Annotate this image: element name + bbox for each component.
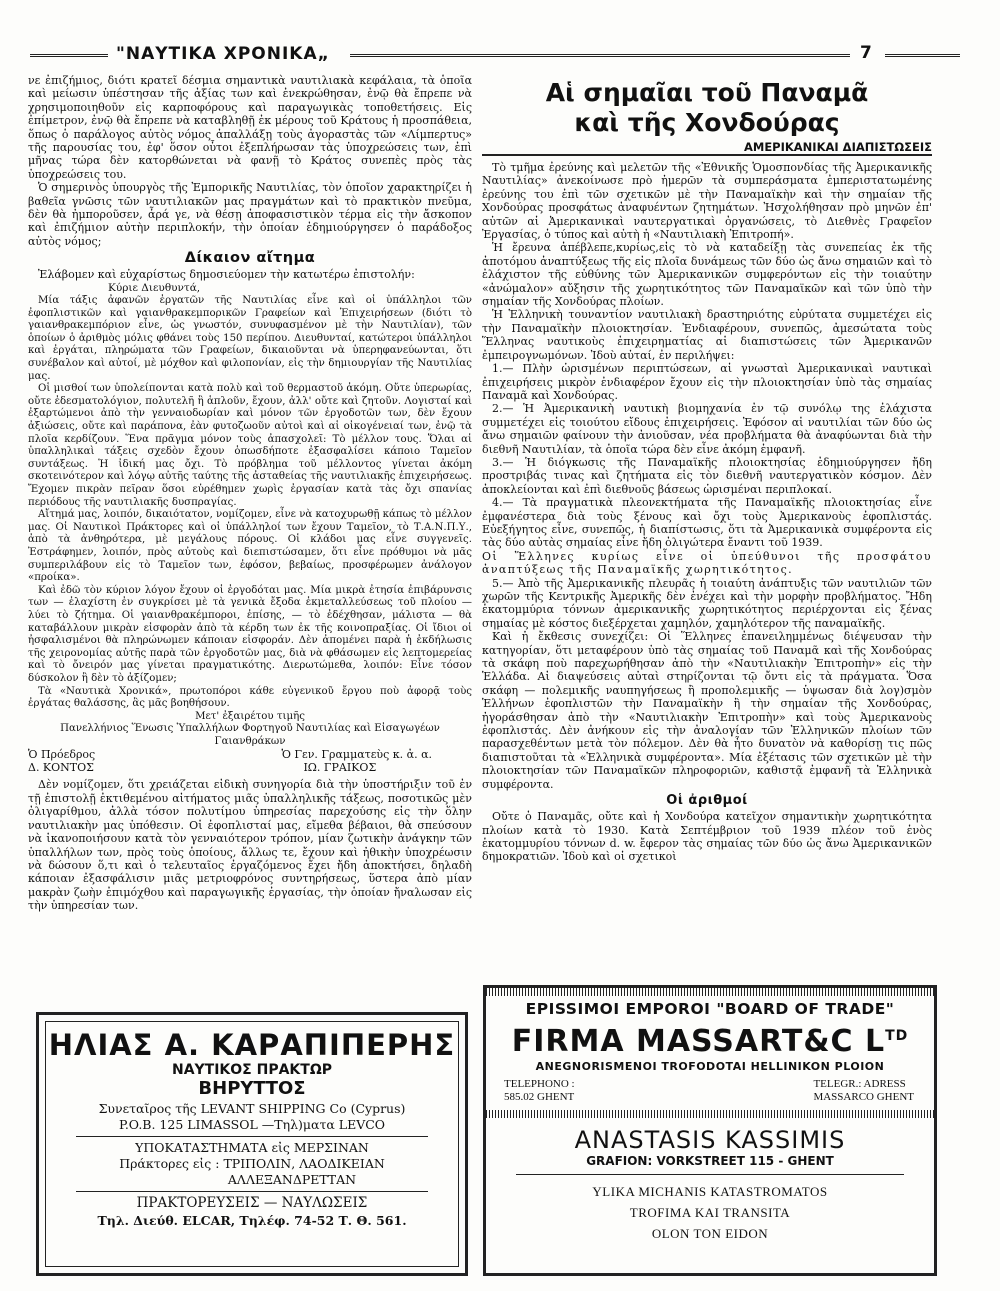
section-heading: Οἱ ἀριθμοί [666,793,748,809]
header-rule [30,54,108,57]
paragraph: 2.— Ἡ Ἀμερικανικὴ ναυτικὴ βιομηχανία ἐν τῷ συνόλῳ της ἐλάχιστα συμμετέχει εἰς τοιούτου εἴδους ἐπιχειρήσεις. Ἐφόσον αἱ ναυτιλίαι τῶν δύο ὡς ἄνω σημαιῶν φαίνουν τὴν ἀνιοῦσαν, νέα προβλήματα θὰ ἀναφύωνται διὰ τὴν διεθνῆ Ναυτιλίαν, τὰ ὁποῖα τώρα δὲν εἶνε ἀκόμη ἐμφανῆ. [482,402,932,456]
ad-city: ΒΗΡΥΤΤΟΣ [198,1078,306,1099]
paragraph: Ἐλάβομεν καὶ εὐχαρίστως δημοσιεύομεν τὴν κατωτέρω ἐπιστολήν: [38,268,415,282]
ad-services: ΠΡΑΚΤΟΡΕΥΣΕΙΣ — ΝΑΥΛΩΣΕΙΣ [136,1195,368,1211]
signature-right [281,748,432,774]
paragraph: νε ἐπιζήμιος, διότι κρατεῖ δέσμια σημαντικὰ ναυτιλιακὰ κεφάλαια, τὰ ὁποῖα καὶ μείωσιν ὑπέστησαν τῆς ἀξίας των καὶ ἐνεκρώθησαν, ἐνῷ θὰ ἔπρεπε νὰ χρησιμοποιηθοῦν εἰς καρποφόρους καὶ παραγωγικὰς τοποθετήσεις. Εἰς ἐπίμετρον, ἐνῷ θὰ ἔπρεπε νὰ καταβληθῇ ἐκ μέρους τοῦ Κράτους ἡ προσπάθεια, ὅπως ὁ παράλογος αὐτὸς νόμος ἀπαλλάξῃ τοὺς ἀγοραστὰς τῶν «Λίμπερτυς» τῆς παρουσίας του, ἐφ' ὅσον οὗτοι ἐξεπλήρωσαν τὰς ὑποχρεώσεις των, ἐπὶ μῆνας τώρα δὲν κατορθώνεται νὰ φανῇ τὸ Κράτος συνεπὲς πρὸς τὰς ὑποχρεώσεις του. [28,74,472,181]
intro-article [28,74,472,248]
paragraph: 5.— Ἀπὸ τῆς Ἀμερικανικῆς πλευρᾶς ἡ τοιαύτη ἀνάπτυξις τῶν ναυτιλιῶν τῶν χωρῶν τῆς Κεντρικῆς Ἀμερικῆς δὲν ἐνέχει καὶ τὴν μορφὴν προβλήματος. Ἤδη ἑκατομμύρια τόννων ἀμερικανικῆς χωρητικότητος περιέρχονται εἰς ξένας σημαίας μὲ κόστος διεξέρχεται χαμηλόν, χαμηλότερον τῆς παναμαϊκῆς. [482,576,932,630]
article-body [482,161,932,791]
ad-frame [45,1021,459,1267]
advertisement-massart [483,985,937,1276]
paragraph: Μία τάξις ἀφανῶν ἐργατῶν τῆς Ναυτιλίας εἶνε καὶ οἱ ὑπάλληλοι τῶν ἐφοπλιστικῶν καὶ γαιανθρακεμπορικῶν Γραφείων καὶ Ἐπιχειρήσεων (διότι τὸ γαιανθρακεμπόριον εἶνε, ὡς γνωστόν, συνυφασμένον μὲ τὴν Ναυτιλίαν), τῶν ὁποίων ὁ ἀριθμὸς μόλις φθάνει τοὺς 150 περίπου. Διευθυνταί, κατώτεροι ὑπάλληλοι καὶ ἐργάται, πληρώματα τῶν Γραφείων, δικαιοῦνται νὰ ὑπερηφανεύωνται, ὅτι συνέβαλον καὶ αὐτοί, μὲ μόχθον καὶ φιλοπονίαν, εἰς τὴν δημιουργίαν τῆς Ναυτιλίας μας. [28,295,472,382]
ad-anastasis: ANASTASIS KASSIMIS [574,1126,846,1154]
article-title-line: καὶ τῆς Χονδούρας [574,108,840,137]
phone-label: TELEPHONO : [504,1078,575,1090]
signatures [28,748,472,774]
ad-agents-cont: ΑΛΛΕΞΑΝΔΡΕΤΤΑΝ [227,1172,357,1187]
telegraph-label: TELEGR.: ADRESS [813,1078,906,1090]
ad-firm [486,1018,934,1060]
article-title [482,78,932,138]
signature-title: Ὁ Πρόεδρος [28,748,96,762]
ad-line: OLON TON EIDON [651,1226,769,1241]
ad-line: TROFIMA KAI TRANSITA [629,1205,791,1220]
paragraph: Ἡ Ἑλληνικὴ τουναντίον ναυτιλιακὴ δραστηριότης εὐρύτατα συμμετέχει εἰς τὴν Παναμαϊκὴν πλοιοκτησίαν. Ἐνδιαφέρουν, συνεπῶς, ἀμεσώτατα τοὺς Ἕλληνας ναυτικοὺς ἐπιχειρηματίας αἱ διαπιστώσεις τῶν Ἀμερικανῶν ἐμπειρογνωμόνων. Ἰδοὺ αὐταί, ἐν περιλήψει: [482,308,932,362]
page-header [30,44,960,66]
header-rule [885,54,960,57]
paragraph: Οὔτε ὁ Παναμᾶς, οὔτε καὶ ἡ Χονδούρα κατεῖχον σημαντικὴν χωρητικότητα πλοίων κατὰ τὸ 1930. Κατὰ Σεπτέμβριον τοῦ 1939 πλέον τοῦ ἑνὸς ἑκατομμυρίου τόννων d. w. ἔφερον τὰς σημαίας τῶν δύο ὡς ἄνω Ἀμερικανικῶν δημοκρατιῶν. Ἰδοὺ καὶ οἱ σχετικοὶ [482,810,932,864]
paragraph: 3.— Ἡ διόγκωσις τῆς Παναμαϊκῆς πλοιοκτησίας ἐδημιούργησεν ἤδη προστριβάς τινας καὶ ζητήματα εἰς τὸν διεθνῆ ναυτεργατικὸν κόσμον. Δὲν ἀποκλείονται καὶ ἐπὶ διεθνοῦς βάσεως ὡρισμέναι περιπλοκαί. [482,455,932,496]
ad-divider [516,1174,904,1175]
ad-stripe [486,988,934,996]
paragraph: Καὶ ἐδῶ τὸν κύριον λόγον ἔχουν οἱ ἐργοδόται μας. Μία μικρὰ ἐτησία ἐπιβάρυνσις των — ἐλαχίστη ἐν συγκρίσει μὲ τὰ γενικὰ ἔξοδα ἐκμεταλλεύσεως τοῦ πλοίου — λύει τὸ ζήτημα. Οἱ γαιανθρακέμποροι, ἐπίσης, — τὸ ἐδέχθησαν, μάλιστα — θὰ καταβάλλουν μικρὰν εἰσφορὰν ἀπὸ τὰ κέρδη των ἐκ τῆς κοινοπραξίας. Οἱ ἴδιοι οἱ ἠσφαλισμένοι θὰ πληρώνωμεν κάποιαν εἰσφοράν. Δὲν ἀπομένει παρὰ ἡ ἐκδήλωσις τῆς χειρονομίας αὐτῆς παρὰ τῶν ἐργοδοτῶν μας, διὰ νὰ φθάσωμεν εἰς λεπτομερείας καὶ τὸ ὄνειρόν μας γίνεται πραγματικότης. Διερωτώμεθα, λοιπόν: Εἶνε τόσον δύσκολον ἢ δὲν τὸ ἀξίζομεν; [28,584,472,684]
advertisement-karapiperis [36,1012,468,1276]
organization: Πανελλήνιος Ἕνωσις Ὑπαλλήλων Φορτηγοῦ Ναυτιλίας καὶ Εἰσαγωγέων Γαιανθράκων [60,723,440,747]
section-heading: Δίκαιον αἴτημα [184,250,316,267]
ad-partner: Συνεταῖρος τῆς LEVANT SHIPPING Co (Cyprus) [98,1101,406,1116]
contact-phone [504,1078,575,1104]
letter-lead-block [28,268,472,295]
numbers-section [482,810,932,864]
ad-contact: Τηλ. Διεύθ. ELCAR, Τηλέφ. 74-52 Τ. Θ. 561. [97,1213,407,1228]
ad-contacts [486,1073,934,1104]
paragraph: Αἴτημά μας, λοιπόν, δικαιότατον, νομίζομεν, εἶνε νὰ κατοχυρωθῇ κάπως τὸ μέλλον μας. Οἱ Ναυτικοὶ Πράκτορες καὶ οἱ ὑπάλληλοί των ἔχουν Ταμεῖον, τὸ Τ.Α.Ν.Π.Υ., ἀπὸ τὰ ἀνθηρότερα, μὲ μεγάλους πόρους. Οἱ κλάδοι μας εἶνε συγγενεῖς. Ἐστράφημεν, λοιπόν, πρὸς αὐτοὺς καὶ διεπιστώσαμεν, ὅτι εἶνε πρόθυμοι νὰ μᾶς συμπεριλάβουν εἰς τὸ Ταμεῖον των, ἐφόσον, βεβαίως, προσφέρωμεν ἀνάλογον «προίκα». [28,509,473,584]
signature-left [28,748,95,774]
ad-official: EPISSIMOI EMPOROI "BOARD OF TRADE" [525,1000,895,1018]
ad-divider [76,1136,428,1137]
article-title-line: Αἱ σημαῖαι τοῦ Παναμᾶ [545,78,869,107]
ad-pobox: P.O.B. 125 LIMASSOL —Τηλ)ματα LEVCO [118,1117,386,1132]
firm-suffix: &C L [803,1024,886,1059]
firm-name: FIRMA MASSART [511,1024,804,1059]
page-number: 7 [860,43,872,63]
ad-stripe [486,1110,934,1118]
ad-tagline: ANEGNORISMENOI TROFODOTAI HELLINIKON PLOION [535,1060,885,1073]
ad-branches: ΥΠΟΚΑΤΑΣΤΗΜΑΤΑ εἰς ΜΕΡΣΙΝΑΝ [135,1140,369,1155]
paragraph: Οἱ μισθοί των ὑπολείπονται κατὰ πολὺ καὶ τοῦ θερμαστοῦ ἀκόμη. Οὔτε ὑπερωρίας, οὔτε ἐδεσματολόγιον, πολυτελῆ ἢ ἁπλοῦν, ἔχουν, ἀλλ' οὔτε καὶ ζητοῦν. Λογισταί καὶ ἐξαρτώμενοι ἀπὸ τὴν γενναιοδωρίαν καὶ μόνον τῶν ἐργοδοτῶν των, δὲν ἔχουν ἀξιώσεις, οὔτε καὶ παράπονα, ἐὰν φυτοζωοῦν αὐτοὶ καὶ αἱ οἰκογένειαί των, ἐνῷ τὰ πλοῖα κερδίζουν. Ἕνα πρᾶγμα μόνον τοὺς ἀπασχολεῖ: Τὸ μέλλον τους. Ὅλαι αἱ ὑπαλληλικαὶ τάξεις σχεδὸν ἔχουν ὁπωσδήποτε ἐξασφαλίσει κάποιο Ταμεῖον συντάξεως. Ἡ ἰδική μας ὄχι. Τὸ πρόβλημα τοῦ μέλλοντος γίνεται ἀκόμη σκοτεινότερον καὶ λόγῳ αὐτῆς ταύτης τῆς ἀσταθείας τῆς ναυτιλιακῆς ἐπιχειρήσεως. Ἔχομεν πικρὰν πεῖραν ὅσοι εὑρέθημεν χωρὶς ἐργασίαν κατὰ τὰς ὄχι σπανίας περιόδους τῆς ναυτιλιακῆς δυσπραγίας. [28,383,472,508]
paragraph: Ἡ ἔρευνα ἀπέβλεπε,κυρίως,εἰς τὸ νὰ καταδείξῃ τὰς συνεπείας ἐκ τῆς ἀποτόμου ἀναπτύξεως τῆς εἰς πλοῖα δυνάμεως τῶν δύο ὡς ἄνω σημαιῶν καὶ τὸ ἐλάχιστον τῆς εὐθύνης τῶν Ἀμερικανικῶν συμφερόντων εἰς τὴν τοιαύτην «ἀνώμαλον» αὔξησιν τῆς χωρητικότητος τῶν Παναμαϊκῶν καὶ τῶν ὑπὸ τὴν σημαίαν τῆς Χονδούρας πλοίων. [482,241,932,309]
letter-body [28,295,472,748]
ad-agents: Πράκτορες εἰς : ΤΡΙΠΟΛΙΝ, ΛΑΟΔΙΚΕΙΑΝ [119,1156,385,1171]
paragraph: 4.— Τὰ πραγματικὰ πλεονεκτήματα τῆς Παναμαϊκῆς πλοιοκτησίας εἶνε ἐμφανέστερα διὰ τοὺς ξένους καὶ ὄχι τοὺς Ἀμερικανοὺς ἐφοπλιστάς. Εὐεξήγητος εἶνε, συνεπῶς, ἡ διαπίστωσις, ὅτι τὰ Ἀμερικανικὰ συμφέροντα εἰς τὰς δύο αὐτὰς σημαίας εἶνε ἤδη ὀλιγώτερα ἔναντι τοῦ 1939. [482,496,932,550]
left-column [28,74,472,913]
paragraph: Ὁ σημερινὸς ὑπουργὸς τῆς Ἐμπορικῆς Ναυτιλίας, τὸν ὁποῖον χαρακτηρίζει ἡ βαθεῖα γνῶσις τῶν ναυτιλιακῶν μας πραγμάτων καὶ τὸ πρακτικὸν πνεῦμα, δὲν θὰ ἠμποροῦσεν, ἆρά γε, νὰ θέσῃ ἀποφασιστικὸν τέρμα εἰς τὴν ἄσκοπον καὶ ἐπιζήμιον αὐτὴν περιπλοκήν, τὴν ὁποίαν ἐδημιούργησεν ὁ παράδοξος αὐτὸς νόμος; [28,181,472,248]
paragraph: Τὸ τμῆμα ἐρεύνης καὶ μελετῶν τῆς «Ἐθνικῆς Ὁμοσπονδίας τῆς Ἀμερικανικῆς Ναυτιλίας» ἀνεκοίνωσε πρὸ ἡμερῶν τὰ συμπεράσματα ἐμπεριστατωμένης ἐρεύνης του ἐπὶ τῶν σχετικῶν μὲ τὴν Παναμαϊκὴν καὶ τὴν σημαίαν τῆς Χονδούρας προσφάτως ἀναφυέντων ζητημάτων. Ἠσχολήθησαν πρὸ μηνῶν ἐπ' αὐτῶν αἱ Ἀμερικανικαὶ ναυτεργατικαὶ ὀργανώσεις, τὸ Διεθνὲς Γραφεῖον Ἐργασίας, ὁ τύπος καὶ αὐτὴ ἡ «Ναυτιλιακὴ Ἐπιτροπή». [482,161,932,242]
article-kicker: ΑΜΕΡΙΚΑΝΙΚΑΙ ΔΙΑΠΙΣΤΩΣΕΙΣ [482,140,932,156]
ad-grafion: GRAFION: VORKSTREET 115 - GHENT [586,1154,834,1168]
editorial-comment [28,778,472,912]
publication-title: "ΝΑΥΤΙΚΑ ΧΡΟΝΙΚΑ„ [116,44,330,64]
signature-name: Δ. ΚΟΝΤΟΣ [28,761,94,775]
right-column [482,74,932,864]
paragraph: 1.— Πλὴν ὡρισμένων περιπτώσεων, αἱ γνωσταὶ Ἀμερικανικαὶ ναυτικαὶ ἐπιχειρήσεις μικρὸν ἐνδιαφέρον ἔχουν εἰς τὴν πλοιοκτησίαν ὑπὸ τὰς σημαίας Παναμᾶ καὶ Χονδούρας. [482,362,932,402]
firm-sup: TD [885,1028,909,1044]
closing: Μετ' ἐξαιρέτου τιμῆς [195,710,305,722]
signature-name: ΙΩ. ΓΡΑΙΚΟΣ [303,761,377,775]
telegraph-value: MASSARCO GHENT [813,1091,914,1103]
paragraph: Δὲν νομίζομεν, ὅτι χρειάζεται εἰδικὴ συνηγορία διὰ τὴν ὑποστήριξιν τοῦ ἐν τῇ ἐπιστολῇ ἐκτιθεμένου αἰτήματος μιᾶς ὑπαλληλικῆς τάξεως, ποσοτικῶς μὲν ὀλιγαρίθμου, ἀλλὰ τόσον πολυτίμου ὑπηρεσίας παρεχούσης εἰς τὴν ὅλην ναυτιλιακὴν μας ὑπόθεσιν. Οἱ ἐφοπλισταί μας, εἴμεθα βέβαιοι, θὰ σπεύσουν νὰ ἱκανοποιήσουν κατὰ τὸν γενναιότερον τρόπον, μίαν ζωτικὴν ἀνάγκην τῶν ὑπαλλήλων των, πρὸς τοὺς ὁποίους, ἄλλως τε, ἔχουν καὶ ἠθικὴν ὑποχρέωσιν νὰ δώσουν ὅ,τι καὶ ὁ τελευταῖος ἐργαζόμενος ἔχει ἤδη ἀποκτήσει, δηλαδὴ κάποιαν ἐξασφάλισιν μιᾶς μετριοφρόνος συντηρήσεως, ὕστερα ἀπὸ μίαν μακρὰν ζωὴν ἐπιμόχθου καὶ παραγωγικῆς ἐργασίας, τὴν ὁποίαν ἤναλωσαν εἰς τὴν ὑπηρεσίαν των. [28,778,472,913]
phone-value: 585.02 GHENT [504,1091,575,1103]
ad-role: ΝΑΥΤΙΚΟΣ ΠΡΑΚΤΩΡ [171,1062,332,1078]
ad-name: ΗΛΙΑΣ Α. ΚΑΡΑΠΙΠΕΡΗΣ [48,1028,456,1062]
ad-divider [76,1191,428,1192]
paragraph-emphasis: Οἱ Ἕλληνες κυρίως εἶνε οἱ ὑπεύθυνοι τῆς προσφάτου ἀναπτύξεως τῆς Παναμαϊκῆς χωρητικότητος. [482,549,932,577]
header-rule [350,54,850,57]
paragraph: Τὰ «Ναυτικὰ Χρονικά», πρωτοπόροι κάθε εὐγενικοῦ ἔργου ποὺ ἀφορᾷ τοὺς ἐργάτας θαλάσσης, ἂς μᾶς βοηθήσουν. [28,685,472,710]
ad-line: YLIKA MICHANIS KATASTROMATOS [592,1184,828,1199]
salutation: Κύριε Διευθυντά, [108,281,201,294]
signature-title: Ὁ Γεν. Γραμματεὺς κ. ἀ. α. [281,748,432,762]
contact-telegraph [813,1078,914,1104]
paragraph: Καὶ ἡ ἔκθεσις συνεχίζει: Οἱ Ἕλληνες ἐπανειλημμένως διέψευσαν τὴν κατηγορίαν, ὅτι μεταφέρουν ὑπὸ τὰς σημαίας τοῦ Παναμᾶ καὶ τῆς Χονδούρας τὰ σκάφη ποὺ παρεχωρήθησαν ἀπὸ τὴν «Ναυτιλιακὴν Ἐπιτροπὴν» εἰς τὴν Ἑλλάδα. Αἱ διαψεύσεις αὐταὶ στηρίζονται τῷ ὄντι εἰς τὰ πράγματα. Ὅσα σκάφη — πολεμικῆς ναυπηγήσεως ἢ προπολεμικῆς — ὑψωσαν διὰ λογ)σμὸν Ἑλλήνων ἐφοπλιστῶν τὴν Παναμαϊκὴν ἢ τὴν σημαίαν τῆς Χονδούρας, ἠγοράσθησαν ἀπὸ τὴν «Ναυτιλιακὴν Ἐπιτροπὴν» καὶ τοὺς Ἀμερικανοὺς ἐφοπλιστάς. Δὲν ἀνήκουν εἰς τὴν ἀναλογίαν τῶν Ἑλληνικῶν πλοίων τῶν παρασχεθέντων μετὰ τὸν πόλεμον. Δὲν θὰ ἦτο δυνατὸν νὰ καθορίσῃ τις πῶς διαπιστοῦται τὰ «Ἑλληνικὰ συμφέροντα». Μία ἐξέτασις τῶν σχετικῶν μὲ τὴν πλοιοκτησίαν τῶν Παναμαϊκῶν πληροφοριῶν, καθιστᾷ ἐμφανῆ τὰ Ἑλληνικὰ συμφέροντα. [482,630,932,791]
